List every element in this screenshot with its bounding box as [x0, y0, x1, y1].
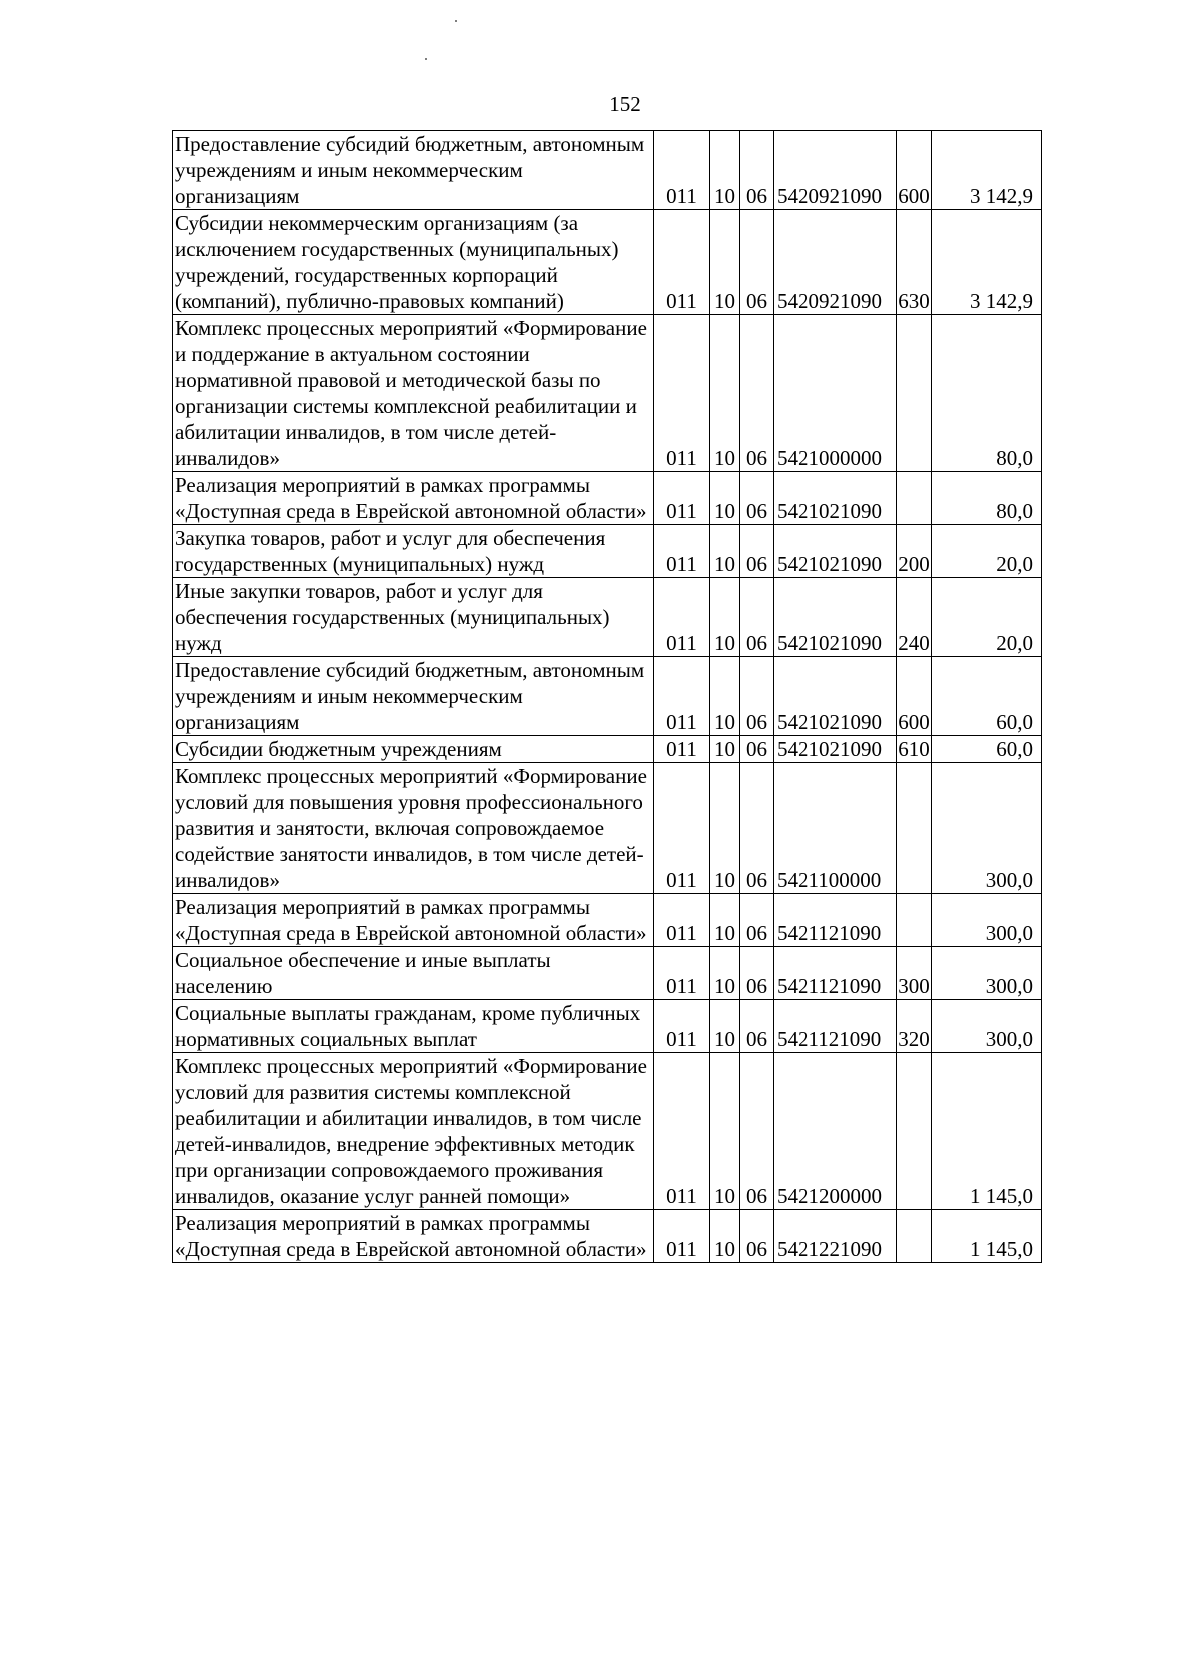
table-row	[173, 763, 1042, 894]
target-item-code: 5421100000	[774, 763, 897, 894]
row-name: Реализация мероприятий в рамках программы «Доступная среда в Еврейской автономной области»	[173, 472, 654, 525]
target-item-code: 5421121090	[774, 947, 897, 1000]
subsection-code: 06	[740, 210, 774, 315]
amount-value: 300,0	[932, 1000, 1042, 1053]
expense-type-code: 320	[897, 1000, 932, 1053]
table-row	[173, 736, 1042, 763]
target-item-code: 5421000000	[774, 315, 897, 472]
ministry-code: 011	[654, 736, 710, 763]
row-name: Субсидии бюджетным учреждениям	[173, 736, 654, 763]
target-item-code: 5421021090	[774, 657, 897, 736]
table-row	[173, 315, 1042, 472]
ministry-code: 011	[654, 1210, 710, 1263]
table-row	[173, 657, 1042, 736]
expense-type-code	[897, 894, 932, 947]
section-code: 10	[710, 736, 740, 763]
expense-type-code	[897, 472, 932, 525]
row-name: Социальное обеспечение и иные выплаты населению	[173, 947, 654, 1000]
row-name: Комплекс процессных мероприятий «Формирование и поддержание в актуальном состоянии нормативной правовой и методической базы по организации системы комплексной реабилитации и абилитации инвалидов, в том числе детей-инвалидов»	[173, 315, 654, 472]
scan-speck	[455, 20, 457, 22]
target-item-code: 5421021090	[774, 578, 897, 657]
table-row	[173, 210, 1042, 315]
subsection-code: 06	[740, 131, 774, 210]
table-row	[173, 947, 1042, 1000]
subsection-code: 06	[740, 1053, 774, 1210]
subsection-code: 06	[740, 525, 774, 578]
target-item-code: 5421121090	[774, 894, 897, 947]
section-code: 10	[710, 315, 740, 472]
table-row	[173, 894, 1042, 947]
amount-value: 60,0	[932, 657, 1042, 736]
subsection-code: 06	[740, 1000, 774, 1053]
section-code: 10	[710, 131, 740, 210]
amount-value: 300,0	[932, 763, 1042, 894]
expense-type-code: 200	[897, 525, 932, 578]
row-name: Комплекс процессных мероприятий «Формирование условий для развития системы комплексной реабилитации и абилитации инвалидов, в том числе детей-инвалидов, внедрение эффективных методик при организации сопровождаемого проживания инвалидов, оказание услуг ранней помощи»	[173, 1053, 654, 1210]
subsection-code: 06	[740, 315, 774, 472]
row-name: Реализация мероприятий в рамках программы «Доступная среда в Еврейской автономной области»	[173, 1210, 654, 1263]
ministry-code: 011	[654, 525, 710, 578]
ministry-code: 011	[654, 1053, 710, 1210]
target-item-code: 5421021090	[774, 472, 897, 525]
section-code: 10	[710, 657, 740, 736]
expense-type-code: 630	[897, 210, 932, 315]
row-name: Социальные выплаты гражданам, кроме публичных нормативных социальных выплат	[173, 1000, 654, 1053]
section-code: 10	[710, 578, 740, 657]
ministry-code: 011	[654, 1000, 710, 1053]
target-item-code: 5421221090	[774, 1210, 897, 1263]
section-code: 10	[710, 210, 740, 315]
amount-value: 80,0	[932, 472, 1042, 525]
amount-value: 60,0	[932, 736, 1042, 763]
section-code: 10	[710, 525, 740, 578]
table-body	[173, 131, 1042, 1263]
expense-type-code: 300	[897, 947, 932, 1000]
section-code: 10	[710, 763, 740, 894]
expense-type-code	[897, 1210, 932, 1263]
expense-type-code: 240	[897, 578, 932, 657]
target-item-code: 5421121090	[774, 1000, 897, 1053]
section-code: 10	[710, 1000, 740, 1053]
target-item-code: 5420921090	[774, 131, 897, 210]
ministry-code: 011	[654, 894, 710, 947]
row-name: Субсидии некоммерческим организациям (за исключением государственных (муниципальных) учреждений, государственных корпораций (компаний), публично-правовых компаний)	[173, 210, 654, 315]
table-row	[173, 472, 1042, 525]
scan-speck	[425, 58, 427, 60]
target-item-code: 5421021090	[774, 525, 897, 578]
amount-value: 3 142,9	[932, 131, 1042, 210]
ministry-code: 011	[654, 763, 710, 894]
budget-table	[172, 130, 1042, 1263]
ministry-code: 011	[654, 210, 710, 315]
amount-value: 1 145,0	[932, 1053, 1042, 1210]
amount-value: 20,0	[932, 578, 1042, 657]
row-name: Закупка товаров, работ и услуг для обеспечения государственных (муниципальных) нужд	[173, 525, 654, 578]
subsection-code: 06	[740, 657, 774, 736]
amount-value: 300,0	[932, 947, 1042, 1000]
ministry-code: 011	[654, 657, 710, 736]
ministry-code: 011	[654, 315, 710, 472]
row-name: Иные закупки товаров, работ и услуг для обеспечения государственных (муниципальных) нужд	[173, 578, 654, 657]
page-number: 152	[609, 92, 641, 116]
table-row	[173, 578, 1042, 657]
section-code: 10	[710, 1053, 740, 1210]
ministry-code: 011	[654, 131, 710, 210]
amount-value: 1 145,0	[932, 1210, 1042, 1263]
subsection-code: 06	[740, 894, 774, 947]
subsection-code: 06	[740, 947, 774, 1000]
expense-type-code: 600	[897, 657, 932, 736]
table-row	[173, 1053, 1042, 1210]
amount-value: 3 142,9	[932, 210, 1042, 315]
table-row	[173, 1000, 1042, 1053]
subsection-code: 06	[740, 1210, 774, 1263]
subsection-code: 06	[740, 578, 774, 657]
row-name: Комплекс процессных мероприятий «Формирование условий для повышения уровня профессионального развития и занятости, включая сопровождаемое содействие занятости инвалидов, в том числе детей-инвалидов»	[173, 763, 654, 894]
ministry-code: 011	[654, 472, 710, 525]
ministry-code: 011	[654, 947, 710, 1000]
expense-type-code: 600	[897, 131, 932, 210]
expense-type-code	[897, 315, 932, 472]
row-name: Реализация мероприятий в рамках программы «Доступная среда в Еврейской автономной области»	[173, 894, 654, 947]
table-row	[173, 1210, 1042, 1263]
section-code: 10	[710, 947, 740, 1000]
target-item-code: 5421200000	[774, 1053, 897, 1210]
target-item-code: 5421021090	[774, 736, 897, 763]
amount-value: 80,0	[932, 315, 1042, 472]
row-name: Предоставление субсидий бюджетным, автономным учреждениям и иным некоммерческим организациям	[173, 657, 654, 736]
subsection-code: 06	[740, 763, 774, 894]
subsection-code: 06	[740, 472, 774, 525]
subsection-code: 06	[740, 736, 774, 763]
row-name: Предоставление субсидий бюджетным, автономным учреждениям и иным некоммерческим организациям	[173, 131, 654, 210]
expense-type-code	[897, 1053, 932, 1210]
section-code: 10	[710, 894, 740, 947]
table-row	[173, 131, 1042, 210]
amount-value: 20,0	[932, 525, 1042, 578]
section-code: 10	[710, 472, 740, 525]
expense-type-code	[897, 763, 932, 894]
table-row	[173, 525, 1042, 578]
target-item-code: 5420921090	[774, 210, 897, 315]
expense-type-code: 610	[898, 737, 930, 761]
section-code: 10	[710, 1210, 740, 1263]
amount-value: 300,0	[932, 894, 1042, 947]
ministry-code: 011	[654, 578, 710, 657]
